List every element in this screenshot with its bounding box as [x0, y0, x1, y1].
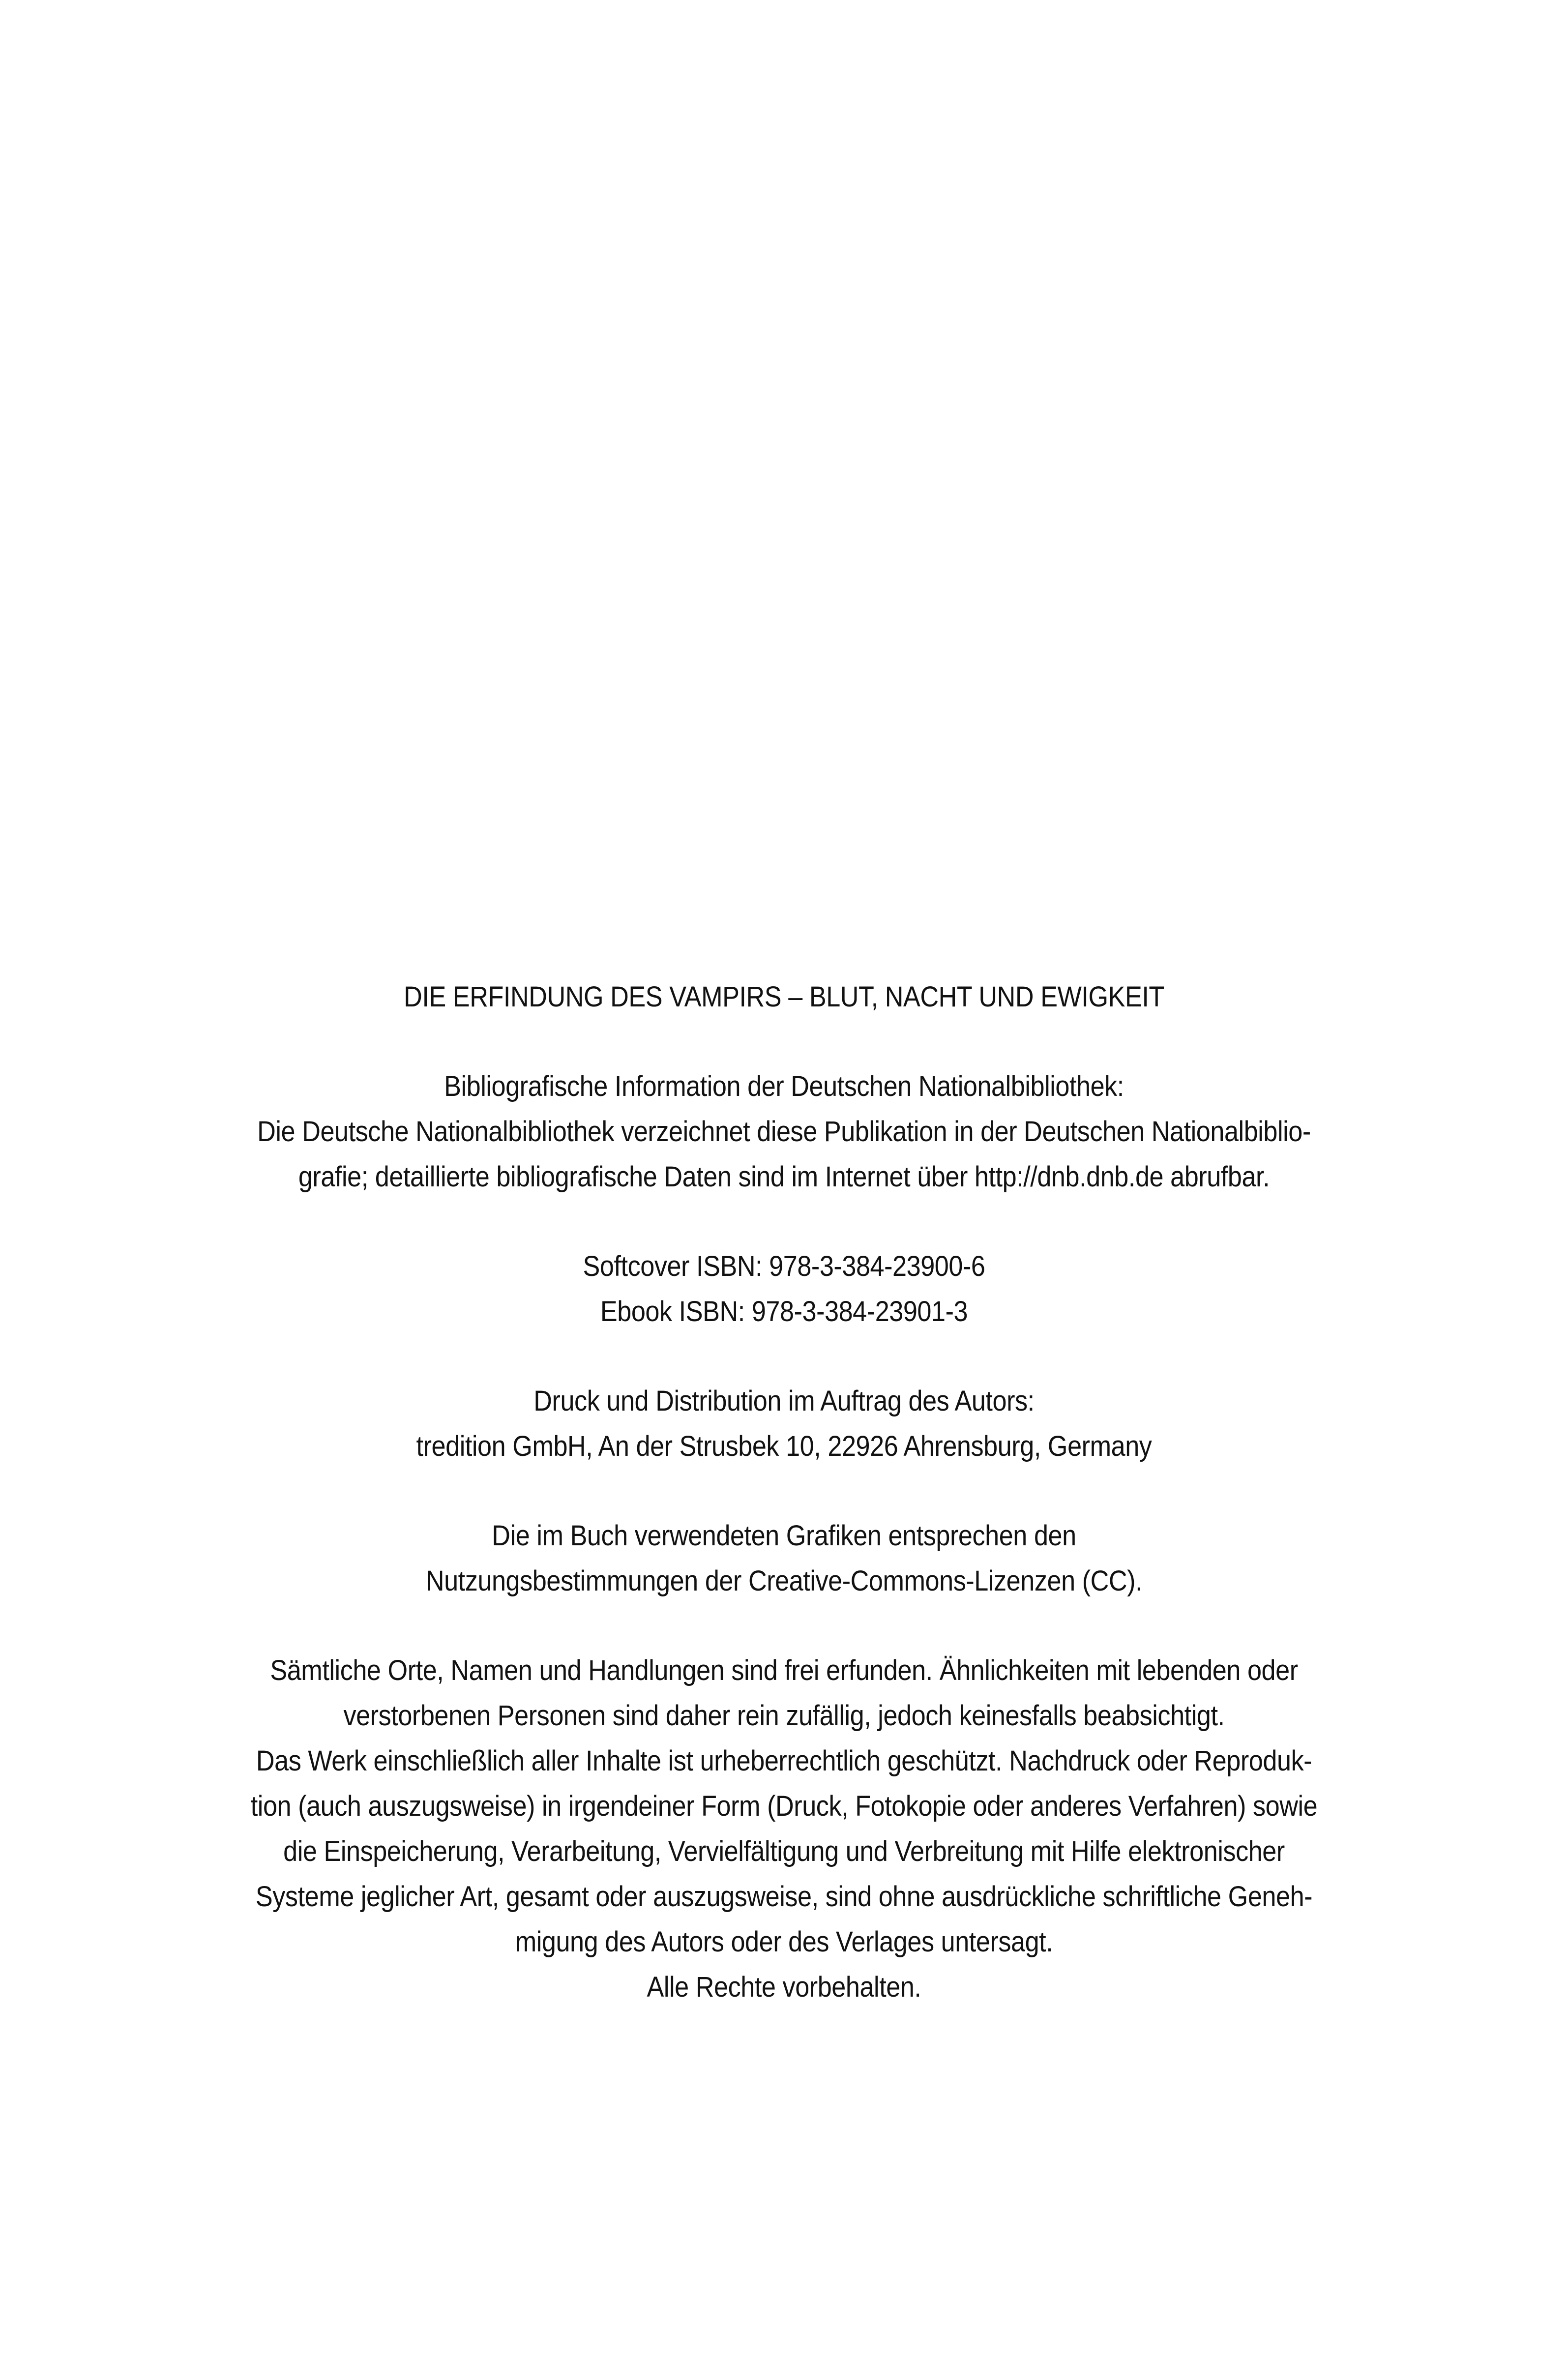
graphics-note-line-2: Nutzungsbestimmungen der Creative-Commons-Lizenzen (CC).: [425, 1565, 1143, 1597]
softcover-isbn: Softcover ISBN: 978-3-384-23900-6: [583, 1250, 985, 1282]
book-title: DIE ERFINDUNG DES VAMPIRS – BLUT, NACHT UND EWIGKEIT: [404, 981, 1164, 1013]
legal-note-line-7: migung des Autors oder des Verlages untersagt.: [515, 1926, 1053, 1958]
legal-note-line-6: Systeme jeglicher Art, gesamt oder auszugsweise, sind ohne ausdrückliche schriftliche Geneh-: [255, 1881, 1313, 1913]
ebook-isbn: Ebook ISBN: 978-3-384-23901-3: [600, 1296, 968, 1328]
bibliographic-heading: Bibliografische Information der Deutschen Nationalbibliothek:: [444, 1070, 1124, 1102]
legal-note-line-4: tion (auch auszugsweise) in irgendeiner Form (Druck, Fotokopie oder anderes Verfahren) sowie: [250, 1790, 1318, 1822]
distribution-heading: Druck und Distribution im Auftrag des Autors:: [533, 1385, 1035, 1417]
rights-reserved: Alle Rechte vorbehalten.: [647, 1971, 921, 2003]
graphics-note-line-1: Die im Buch verwendeten Grafiken entsprechen den: [492, 1520, 1076, 1552]
publisher-address: tredition GmbH, An der Strusbek 10, 22926 Ahrensburg, Germany: [416, 1430, 1152, 1462]
legal-note-line-1: Sämtliche Orte, Namen und Handlungen sind frei erfunden. Ähnlichkeiten mit lebenden oder: [270, 1654, 1298, 1686]
legal-note-line-5: die Einspeicherung, Verarbeitung, Vervielfältigung und Verbreitung mit Hilfe elektronischer: [283, 1835, 1285, 1867]
bibliographic-text-line-2: grafie; detaillierte bibliografische Daten sind im Internet über http://dnb.dnb.de abrufbar.: [298, 1161, 1270, 1193]
legal-note-line-3: Das Werk einschließlich aller Inhalte ist urheberrechtlich geschützt. Nachdruck oder Reproduk-: [256, 1745, 1312, 1777]
bibliographic-text-line-1: Die Deutsche Nationalbibliothek verzeichnet diese Publikation in der Deutschen Nationalbiblio-: [257, 1116, 1311, 1148]
legal-note-line-2: verstorbenen Personen sind daher rein zufällig, jedoch keinesfalls beabsichtigt.: [343, 1700, 1225, 1732]
